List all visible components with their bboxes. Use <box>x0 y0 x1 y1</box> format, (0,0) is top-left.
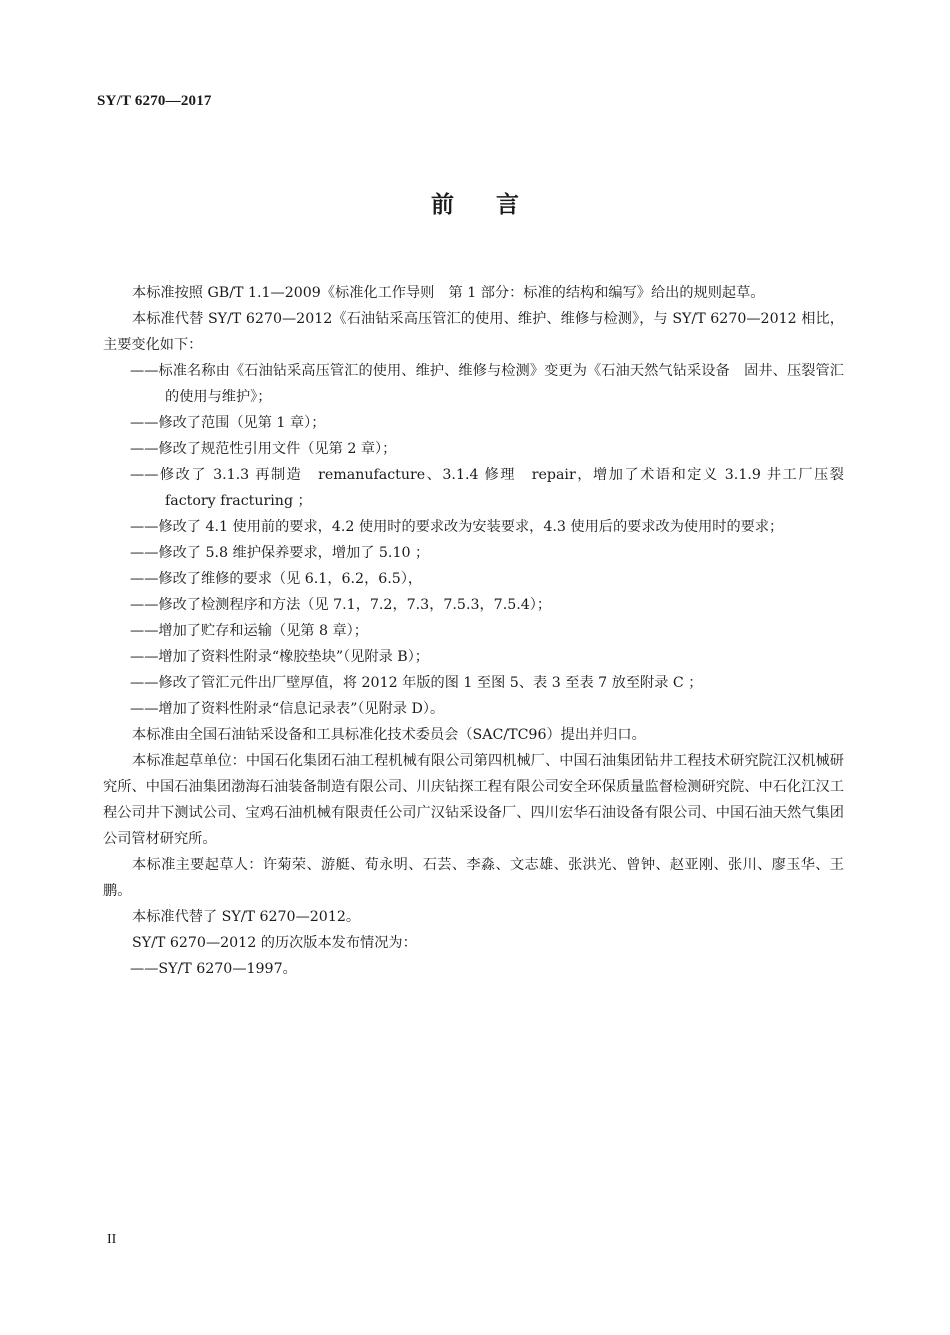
closing-paragraph: 本标准起草单位：中国石化集团石油工程机械有限公司第四机械厂、中国石油集团钻井工程技术研究院江汉机械研究所、中国石油集团渤海石油装备制造有限公司、川庆钻探工程有限公司安全环保质量监督检测研究院、中石化江汉工程公司井下测试公司、宝鸡石油机械有限责任公司广汉钻采设备厂、四川宏华石油设备有限公司、中国石油天然气集团公司管材研究所。 <box>103 753 844 847</box>
change-item: ——修改了范围（见第 1 章）； <box>130 415 326 431</box>
page-number: II <box>107 1232 117 1247</box>
closing-paragraph: 本标准代替了 SY/T 6270—2012。 <box>132 909 361 925</box>
change-item: ——增加了资料性附录“橡胶垫块”（见附录 B）； <box>130 649 429 665</box>
closing-paragraph: 本标准主要起草人：许菊荣、游艇、荀永明、石芸、李淼、文志雄、张洪光、曾钟、赵亚刚、张川、廖玉华、王鹏。 <box>103 857 844 899</box>
change-item: ——增加了资料性附录“信息记录表”（见附录 D）。 <box>130 701 445 717</box>
change-item: ——标准名称由《石油钻采高压管汇的使用、维护、维修与检测》变更为《石油天然气钻采设备 固井、压裂管汇的使用与维护》； <box>130 363 844 405</box>
page-title: 前言 <box>431 192 561 218</box>
history-item: ——SY/T 6270—1997。 <box>130 961 297 977</box>
change-item: ——修改了检测程序和方法（见 7.1，7.2，7.3，7.5.3，7.5.4）； <box>130 597 552 613</box>
change-item: ——修改了维修的要求（见 6.1，6.2，6.5）， <box>130 571 423 587</box>
intro-paragraph: 本标准代替 SY/T 6270—2012《石油钻采高压管汇的使用、维护、维修与检测》，与 SY/T 6270—2012 相比，主要变化如下： <box>103 311 844 353</box>
change-item: ——增加了贮存和运输（见第 8 章）； <box>130 623 368 639</box>
foreword-body <box>103 280 844 982</box>
closing-paragraph: SY/T 6270—2012 的历次版本发布情况为： <box>132 935 417 951</box>
standard-number: SY/T 6270—2017 <box>97 93 212 109</box>
intro-paragraph: 本标准按照 GB/T 1.1—2009《标准化工作导则 第 1 部分：标准的结构和编写》给出的规则起草。 <box>132 285 765 301</box>
change-item: ——修改了 4.1 使用前的要求，4.2 使用时的要求改为安装要求，4.3 使用后的要求改为使用时的要求； <box>130 519 784 535</box>
change-item: ——修改了管汇元件出厂壁厚值，将 2012 年版的图 1 至图 5、表 3 至表 7 放至附录 C ； <box>130 675 703 691</box>
change-item: ——修改了规范性引用文件（见第 2 章）； <box>130 441 397 457</box>
closing-paragraph: 本标准由全国石油钻采设备和工具标准化技术委员会（SAC/TC96）提出并归口。 <box>132 727 646 743</box>
change-item: ——修改了 3.1.3 再制造 remanufacture、3.1.4 修理 repair，增加了术语和定义 3.1.9 井工厂压裂 factory fracturing ； <box>130 467 844 509</box>
change-item: ——修改了 5.8 维护保养要求，增加了 5.10 ； <box>130 545 430 561</box>
